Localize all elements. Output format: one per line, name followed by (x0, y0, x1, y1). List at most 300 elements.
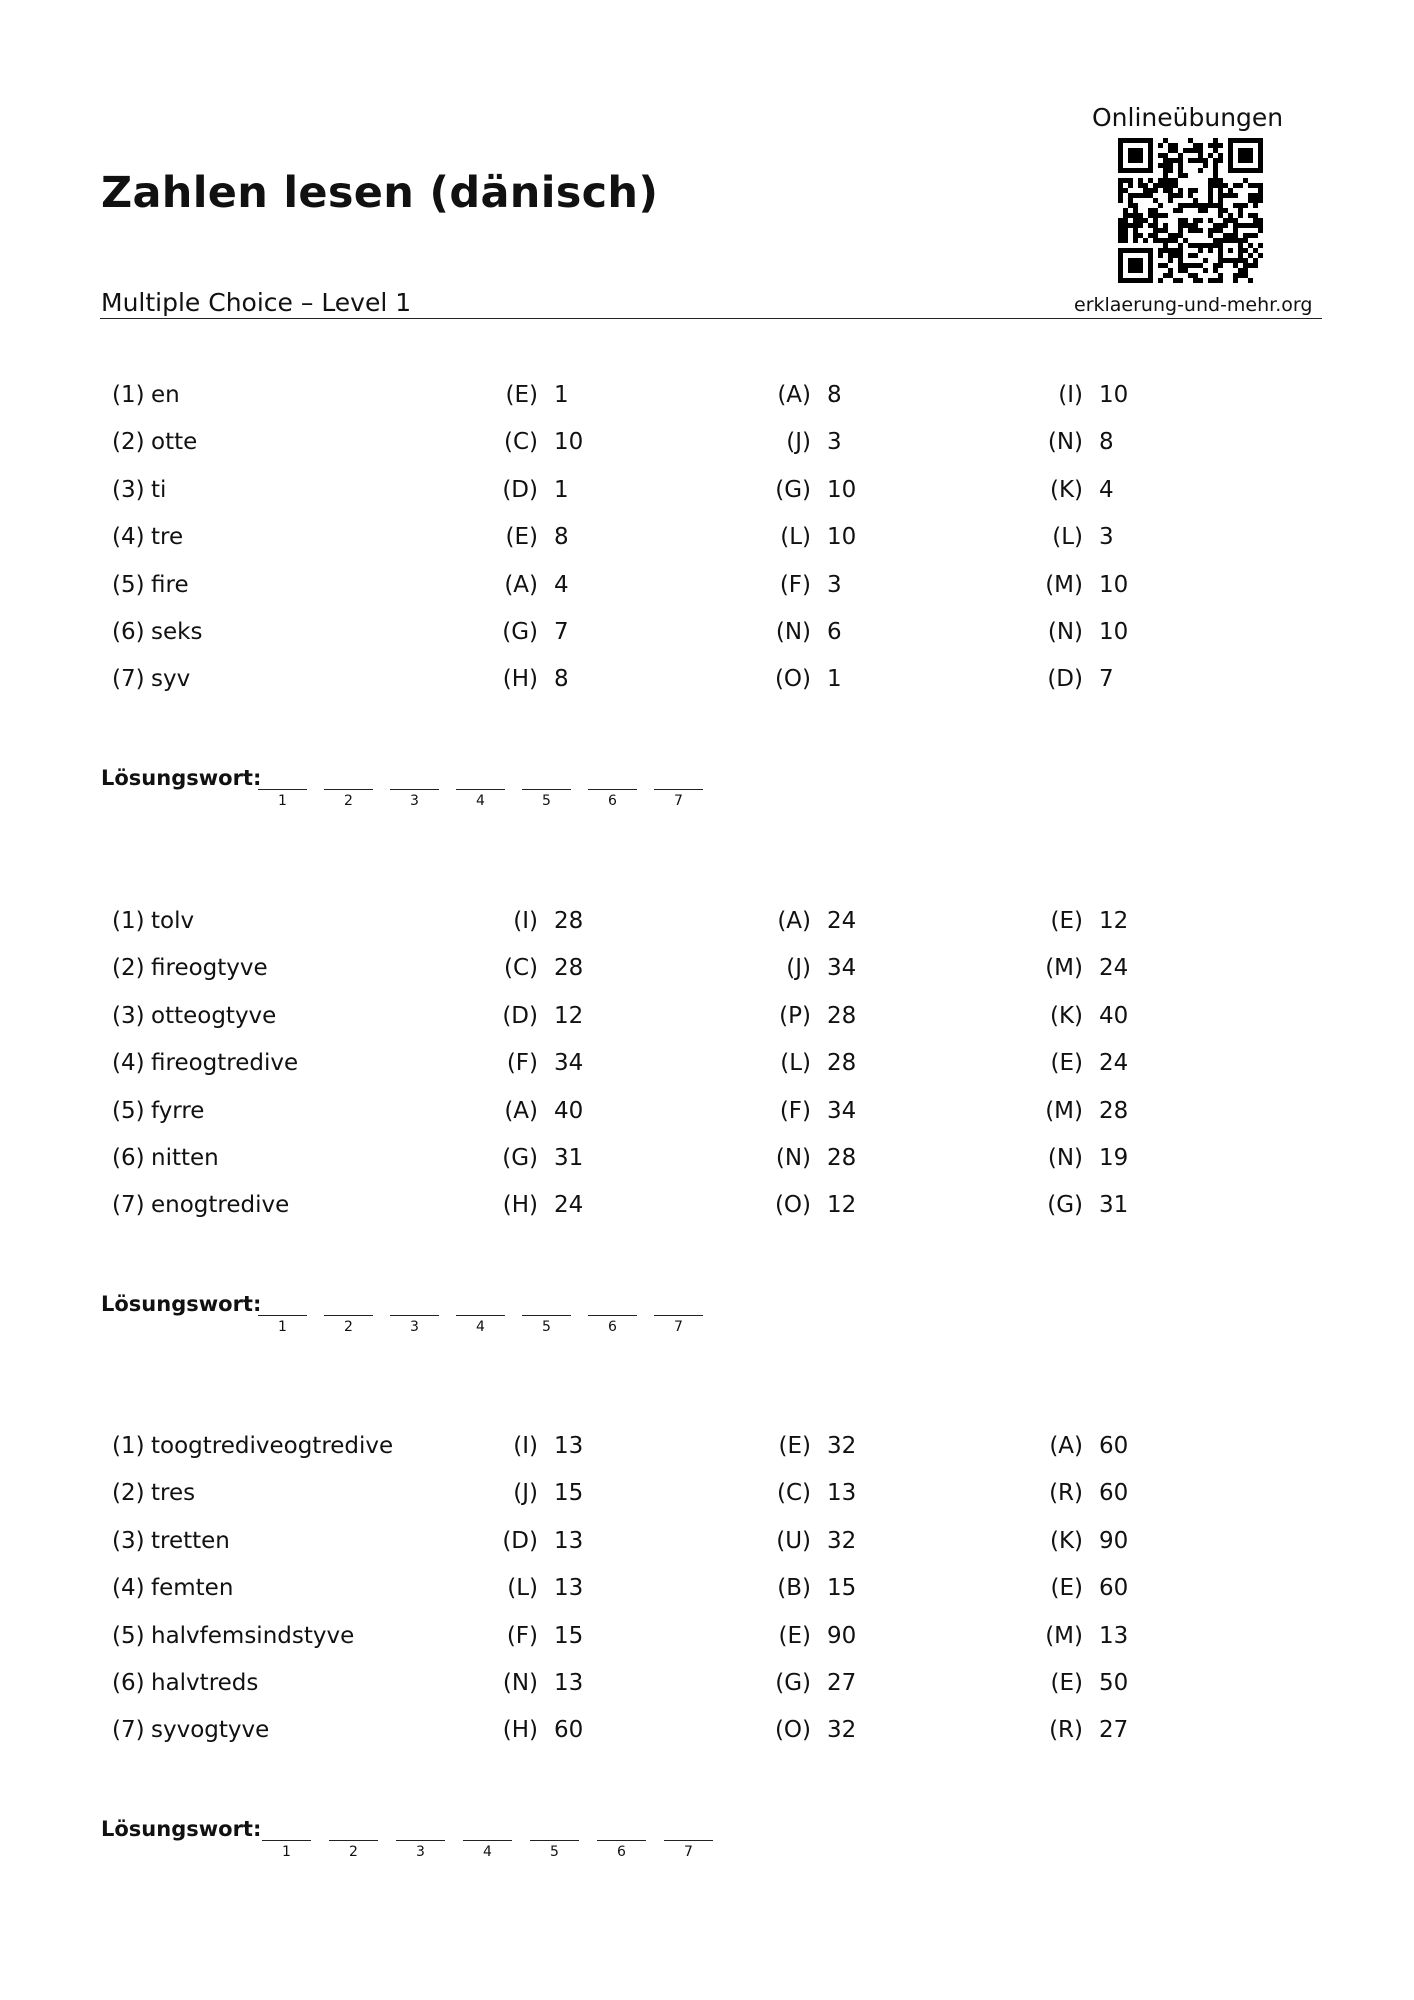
option-letter: (J) (786, 955, 811, 982)
question-row (0, 619, 1414, 649)
answer-option[interactable] (498, 1575, 583, 1601)
answer-option[interactable] (1043, 1433, 1128, 1459)
question-row (0, 524, 1414, 554)
option-letter: (F) (779, 571, 811, 598)
option-value: 28 (554, 908, 584, 934)
solution-blank-number: 1 (278, 1319, 287, 1335)
solution-blank-number: 7 (674, 1319, 683, 1335)
solution-blank[interactable] (456, 1315, 505, 1316)
answer-option[interactable] (498, 1670, 583, 1696)
solution-label: Lösungswort: (101, 1292, 262, 1316)
question-row (0, 1145, 1414, 1175)
question-number: (7) (112, 1192, 145, 1219)
option-value: 13 (554, 1433, 584, 1459)
danish-number-word: tre (151, 524, 184, 551)
answer-option[interactable] (771, 524, 856, 550)
option-letter: (H) (502, 1717, 538, 1744)
answer-option[interactable] (1043, 1050, 1128, 1076)
solution-blank-number: 2 (344, 793, 353, 809)
answer-option[interactable] (1043, 382, 1128, 408)
answer-option[interactable] (498, 1433, 583, 1459)
danish-number-word: fireogtyve (151, 955, 268, 982)
question-number: (4) (112, 1050, 145, 1077)
answer-option[interactable] (1043, 1623, 1128, 1649)
question-row (0, 1433, 1414, 1463)
answer-option[interactable] (1043, 429, 1114, 455)
option-value: 1 (827, 666, 842, 693)
danish-number-word: fyrre (151, 1097, 205, 1124)
option-value: 10 (827, 524, 857, 551)
answer-option[interactable] (1043, 1575, 1128, 1601)
option-letter: (N) (775, 1145, 811, 1171)
answer-option[interactable] (1043, 1098, 1128, 1124)
option-value: 28 (554, 955, 584, 982)
option-letter: (G) (775, 1670, 811, 1696)
question-number: (1) (112, 1433, 145, 1459)
option-value: 10 (1099, 571, 1129, 598)
answer-option[interactable] (1043, 1003, 1128, 1029)
answer-option[interactable] (498, 1145, 583, 1171)
option-value: 10 (1099, 619, 1129, 645)
question-row (0, 1528, 1414, 1558)
option-letter: (A) (777, 382, 811, 408)
answer-option[interactable] (498, 1623, 583, 1649)
option-letter: (O) (774, 1717, 811, 1744)
question-row (0, 1623, 1414, 1653)
solution-label: Lösungswort: (101, 766, 262, 790)
solution-blank-number: 2 (344, 1319, 353, 1335)
question-row (0, 1575, 1414, 1605)
option-value: 15 (554, 1622, 584, 1649)
option-letter: (N) (1047, 429, 1083, 456)
solution-blank[interactable] (654, 789, 703, 790)
solution-blank[interactable] (597, 1840, 646, 1841)
option-letter: (F) (779, 1097, 811, 1124)
option-value: 34 (827, 955, 857, 982)
option-value: 13 (554, 1670, 584, 1696)
option-value: 10 (554, 429, 584, 456)
option-letter: (M) (1045, 955, 1083, 982)
option-value: 1 (554, 476, 569, 503)
solution-blank-number: 4 (476, 793, 485, 809)
option-letter: (L) (780, 1050, 811, 1077)
answer-option[interactable] (771, 1575, 856, 1601)
option-letter: (A) (504, 571, 538, 598)
solution-blank[interactable] (329, 1840, 378, 1841)
solution-blank-number: 5 (550, 1844, 559, 1860)
option-letter: (E) (1050, 1050, 1083, 1077)
question-number: (5) (112, 571, 145, 598)
danish-number-word: toogtrediveogtredive (151, 1433, 394, 1459)
option-letter: (N) (1047, 1145, 1083, 1171)
question-number: (4) (112, 524, 145, 551)
option-value: 31 (554, 1145, 584, 1171)
answer-option[interactable] (1043, 1528, 1128, 1554)
answer-option[interactable] (498, 524, 569, 550)
question-row (0, 955, 1414, 985)
option-value: 8 (827, 382, 842, 408)
option-letter: (E) (778, 1433, 811, 1459)
option-letter: (B) (777, 1575, 811, 1602)
page-title: Zahlen lesen (dänisch) (101, 168, 659, 218)
solution-blank-number: 4 (476, 1319, 485, 1335)
answer-option[interactable] (1043, 908, 1128, 934)
question-row (0, 1192, 1414, 1222)
solution-blank-number: 3 (416, 1844, 425, 1860)
option-letter: (N) (502, 1670, 538, 1696)
question-number: (1) (112, 382, 145, 408)
option-letter: (C) (503, 955, 538, 982)
question-number: (6) (112, 1670, 145, 1696)
option-value: 28 (1099, 1097, 1129, 1124)
answer-option[interactable] (498, 908, 583, 934)
answer-option[interactable] (771, 666, 842, 692)
option-letter: (E) (1050, 1670, 1083, 1696)
question-number: (2) (112, 429, 145, 456)
answer-option[interactable] (498, 477, 569, 503)
option-letter: (F) (506, 1050, 538, 1077)
option-letter: (D) (502, 476, 538, 503)
option-letter: (U) (776, 1527, 811, 1554)
option-value: 32 (827, 1717, 857, 1744)
solution-blank-number: 1 (278, 793, 287, 809)
answer-option[interactable] (1043, 1670, 1128, 1696)
option-letter: (H) (502, 666, 538, 693)
answer-option[interactable] (771, 1098, 856, 1124)
option-value: 13 (1099, 1622, 1129, 1649)
option-value: 27 (827, 1670, 857, 1696)
answer-option[interactable] (498, 666, 569, 692)
answer-option[interactable] (771, 908, 856, 934)
option-letter: (G) (502, 1145, 538, 1171)
danish-number-word: seks (151, 619, 203, 645)
answer-option[interactable] (1043, 666, 1114, 692)
option-value: 12 (1099, 908, 1129, 934)
answer-option[interactable] (1043, 524, 1114, 550)
option-value: 12 (554, 1002, 584, 1029)
danish-number-word: halvtreds (151, 1670, 259, 1696)
danish-number-word: en (151, 382, 180, 408)
option-value: 8 (554, 524, 569, 551)
question-number: (3) (112, 476, 145, 503)
answer-option[interactable] (1043, 572, 1128, 598)
option-value: 13 (554, 1575, 584, 1602)
answer-option[interactable] (771, 1003, 856, 1029)
danish-number-word: tretten (151, 1527, 230, 1554)
option-value: 60 (1099, 1575, 1129, 1602)
solution-label: Lösungswort: (101, 1817, 262, 1841)
question-number: (1) (112, 908, 145, 934)
question-number: (4) (112, 1575, 145, 1602)
answer-option[interactable] (771, 1192, 856, 1218)
danish-number-word: halvfemsindstyve (151, 1622, 355, 1649)
question-row (0, 572, 1414, 602)
option-value: 31 (1099, 1192, 1129, 1219)
question-row (0, 1098, 1414, 1128)
option-value: 27 (1099, 1717, 1129, 1744)
solution-blank[interactable] (463, 1840, 512, 1841)
option-letter: (K) (1049, 1002, 1083, 1029)
option-value: 13 (554, 1527, 584, 1554)
option-letter: (M) (1045, 571, 1083, 598)
option-letter: (R) (1049, 1717, 1083, 1744)
option-letter: (N) (775, 619, 811, 645)
option-value: 13 (827, 1480, 857, 1507)
option-value: 10 (827, 476, 857, 503)
option-value: 19 (1099, 1145, 1129, 1171)
option-letter: (I) (513, 1433, 538, 1459)
answer-option[interactable] (771, 572, 842, 598)
answer-option[interactable] (498, 382, 569, 408)
option-value: 24 (554, 1192, 584, 1219)
answer-option[interactable] (1043, 1145, 1128, 1171)
answer-option[interactable] (498, 1528, 583, 1554)
option-value: 4 (554, 571, 569, 598)
solution-blank[interactable] (522, 1315, 571, 1316)
option-value: 34 (827, 1097, 857, 1124)
question-row (0, 429, 1414, 459)
answer-option[interactable] (771, 1145, 856, 1171)
solution-blank[interactable] (390, 789, 439, 790)
solution-blank[interactable] (396, 1840, 445, 1841)
option-letter: (I) (513, 908, 538, 934)
question-row (0, 382, 1414, 412)
question-row (0, 666, 1414, 696)
solution-blank[interactable] (324, 1315, 373, 1316)
solution-blank-number: 5 (542, 793, 551, 809)
option-letter: (E) (1050, 1575, 1083, 1602)
question-row (0, 1670, 1414, 1700)
option-value: 6 (827, 619, 842, 645)
option-letter: (C) (503, 429, 538, 456)
question-number: (7) (112, 666, 145, 693)
answer-option[interactable] (498, 572, 569, 598)
option-value: 28 (827, 1145, 857, 1171)
question-row (0, 1050, 1414, 1080)
solution-blank[interactable] (262, 1840, 311, 1841)
answer-option[interactable] (771, 955, 856, 981)
option-letter: (M) (1045, 1097, 1083, 1124)
question-number: (6) (112, 619, 145, 645)
option-value: 8 (554, 666, 569, 693)
answer-option[interactable] (498, 1050, 583, 1076)
option-value: 90 (827, 1622, 857, 1649)
option-letter: (A) (1049, 1433, 1083, 1459)
option-letter: (E) (505, 524, 538, 551)
answer-option[interactable] (1043, 477, 1114, 503)
danish-number-word: fireogtredive (151, 1050, 299, 1077)
danish-number-word: tres (151, 1480, 196, 1507)
solution-blank-number: 7 (684, 1844, 693, 1860)
option-value: 60 (554, 1717, 584, 1744)
answer-option[interactable] (771, 619, 842, 645)
option-value: 34 (554, 1050, 584, 1077)
option-letter: (G) (502, 619, 538, 645)
online-exercises-label: Onlineübungen (1092, 103, 1284, 132)
option-letter: (D) (502, 1002, 538, 1029)
solution-blank[interactable] (456, 789, 505, 790)
question-row (0, 1003, 1414, 1033)
option-value: 4 (1099, 476, 1114, 503)
answer-option[interactable] (1043, 1717, 1128, 1743)
answer-option[interactable] (498, 1003, 583, 1029)
answer-option[interactable] (771, 477, 856, 503)
answer-option[interactable] (771, 1528, 856, 1554)
answer-option[interactable] (771, 1050, 856, 1076)
solution-blank[interactable] (258, 789, 307, 790)
solution-blank[interactable] (324, 789, 373, 790)
answer-option[interactable] (498, 1098, 583, 1124)
option-letter: (J) (786, 429, 811, 456)
answer-option[interactable] (771, 1670, 856, 1696)
qr-code-icon[interactable] (1118, 138, 1263, 283)
solution-blank[interactable] (654, 1315, 703, 1316)
danish-number-word: tolv (151, 908, 195, 934)
question-number: (6) (112, 1145, 145, 1171)
option-letter: (C) (776, 1480, 811, 1507)
option-letter: (A) (504, 1097, 538, 1124)
solution-blank-number: 1 (282, 1844, 291, 1860)
solution-blank[interactable] (664, 1840, 713, 1841)
option-letter: (L) (1052, 524, 1083, 551)
solution-blank-number: 6 (608, 1319, 617, 1335)
option-letter: (N) (1047, 619, 1083, 645)
danish-number-word: femten (151, 1575, 234, 1602)
option-letter: (G) (775, 476, 811, 503)
option-value: 50 (1099, 1670, 1129, 1696)
option-value: 12 (827, 1192, 857, 1219)
solution-blank-number: 2 (349, 1844, 358, 1860)
solution-blank[interactable] (522, 789, 571, 790)
option-value: 24 (1099, 1050, 1129, 1077)
option-value: 32 (827, 1433, 857, 1459)
option-value: 7 (1099, 666, 1114, 693)
danish-number-word: syv (151, 666, 191, 693)
option-value: 28 (827, 1050, 857, 1077)
danish-number-word: ti (151, 476, 167, 503)
solution-blank-number: 7 (674, 793, 683, 809)
option-letter: (I) (1058, 382, 1083, 408)
question-number: (5) (112, 1622, 145, 1649)
option-value: 3 (827, 429, 842, 456)
option-letter: (O) (774, 666, 811, 693)
option-letter: (L) (780, 524, 811, 551)
option-letter: (E) (1050, 908, 1083, 934)
solution-blank[interactable] (588, 789, 637, 790)
question-number: (2) (112, 1480, 145, 1507)
option-value: 60 (1099, 1480, 1129, 1507)
answer-option[interactable] (1043, 955, 1128, 981)
solution-blank[interactable] (588, 1315, 637, 1316)
answer-option[interactable] (1043, 619, 1128, 645)
option-value: 90 (1099, 1527, 1129, 1554)
option-value: 3 (1099, 524, 1114, 551)
option-value: 15 (554, 1480, 584, 1507)
danish-number-word: enogtredive (151, 1192, 290, 1219)
option-letter: (K) (1049, 476, 1083, 503)
option-letter: (D) (502, 1527, 538, 1554)
danish-number-word: otteogtyve (151, 1002, 277, 1029)
danish-number-word: nitten (151, 1145, 219, 1171)
danish-number-word: syvogtyve (151, 1717, 270, 1744)
solution-blank-number: 3 (410, 1319, 419, 1335)
danish-number-word: otte (151, 429, 198, 456)
option-value: 28 (827, 1002, 857, 1029)
page-subtitle: Multiple Choice – Level 1 (101, 288, 412, 317)
option-letter: (E) (778, 1622, 811, 1649)
option-letter: (J) (513, 1480, 538, 1507)
answer-option[interactable] (771, 1717, 856, 1743)
question-number: (3) (112, 1002, 145, 1029)
option-letter: (G) (1047, 1192, 1083, 1219)
question-number: (3) (112, 1527, 145, 1554)
option-value: 1 (554, 382, 569, 408)
answer-option[interactable] (1043, 1480, 1128, 1506)
answer-option[interactable] (498, 1192, 583, 1218)
option-letter: (H) (502, 1192, 538, 1219)
answer-option[interactable] (771, 1480, 856, 1506)
option-letter: (O) (774, 1192, 811, 1219)
solution-blank-number: 6 (617, 1844, 626, 1860)
option-letter: (M) (1045, 1622, 1083, 1649)
question-row (0, 477, 1414, 507)
option-letter: (L) (507, 1575, 538, 1602)
danish-number-word: fire (151, 571, 189, 598)
question-number: (5) (112, 1097, 145, 1124)
answer-option[interactable] (771, 429, 842, 455)
option-letter: (E) (505, 382, 538, 408)
option-value: 24 (1099, 955, 1129, 982)
solution-blank-number: 6 (608, 793, 617, 809)
website-link[interactable]: erklaerung-und-mehr.org (1074, 294, 1313, 316)
solution-blank[interactable] (530, 1840, 579, 1841)
solution-blank[interactable] (258, 1315, 307, 1316)
question-number: (7) (112, 1717, 145, 1744)
answer-option[interactable] (498, 429, 583, 455)
answer-option[interactable] (498, 619, 569, 645)
solution-blank[interactable] (390, 1315, 439, 1316)
answer-option[interactable] (771, 1433, 856, 1459)
option-letter: (R) (1049, 1480, 1083, 1507)
option-value: 8 (1099, 429, 1114, 456)
option-letter: (P) (779, 1002, 811, 1029)
question-row (0, 908, 1414, 938)
answer-option[interactable] (498, 955, 583, 981)
option-value: 3 (827, 571, 842, 598)
answer-option[interactable] (771, 382, 842, 408)
question-number: (2) (112, 955, 145, 982)
option-letter: (K) (1049, 1527, 1083, 1554)
option-value: 24 (827, 908, 857, 934)
question-row (0, 1480, 1414, 1510)
option-value: 60 (1099, 1433, 1129, 1459)
answer-option[interactable] (498, 1717, 583, 1743)
answer-option[interactable] (498, 1480, 583, 1506)
option-letter: (A) (777, 908, 811, 934)
option-value: 10 (1099, 382, 1129, 408)
option-letter: (D) (1047, 666, 1083, 693)
question-row (0, 1717, 1414, 1747)
answer-option[interactable] (771, 1623, 856, 1649)
solution-blank-number: 3 (410, 793, 419, 809)
option-value: 7 (554, 619, 569, 645)
option-value: 40 (554, 1097, 584, 1124)
answer-option[interactable] (1043, 1192, 1128, 1218)
option-value: 32 (827, 1527, 857, 1554)
option-value: 15 (827, 1575, 857, 1602)
solution-blank-number: 5 (542, 1319, 551, 1335)
header-divider (100, 318, 1322, 319)
